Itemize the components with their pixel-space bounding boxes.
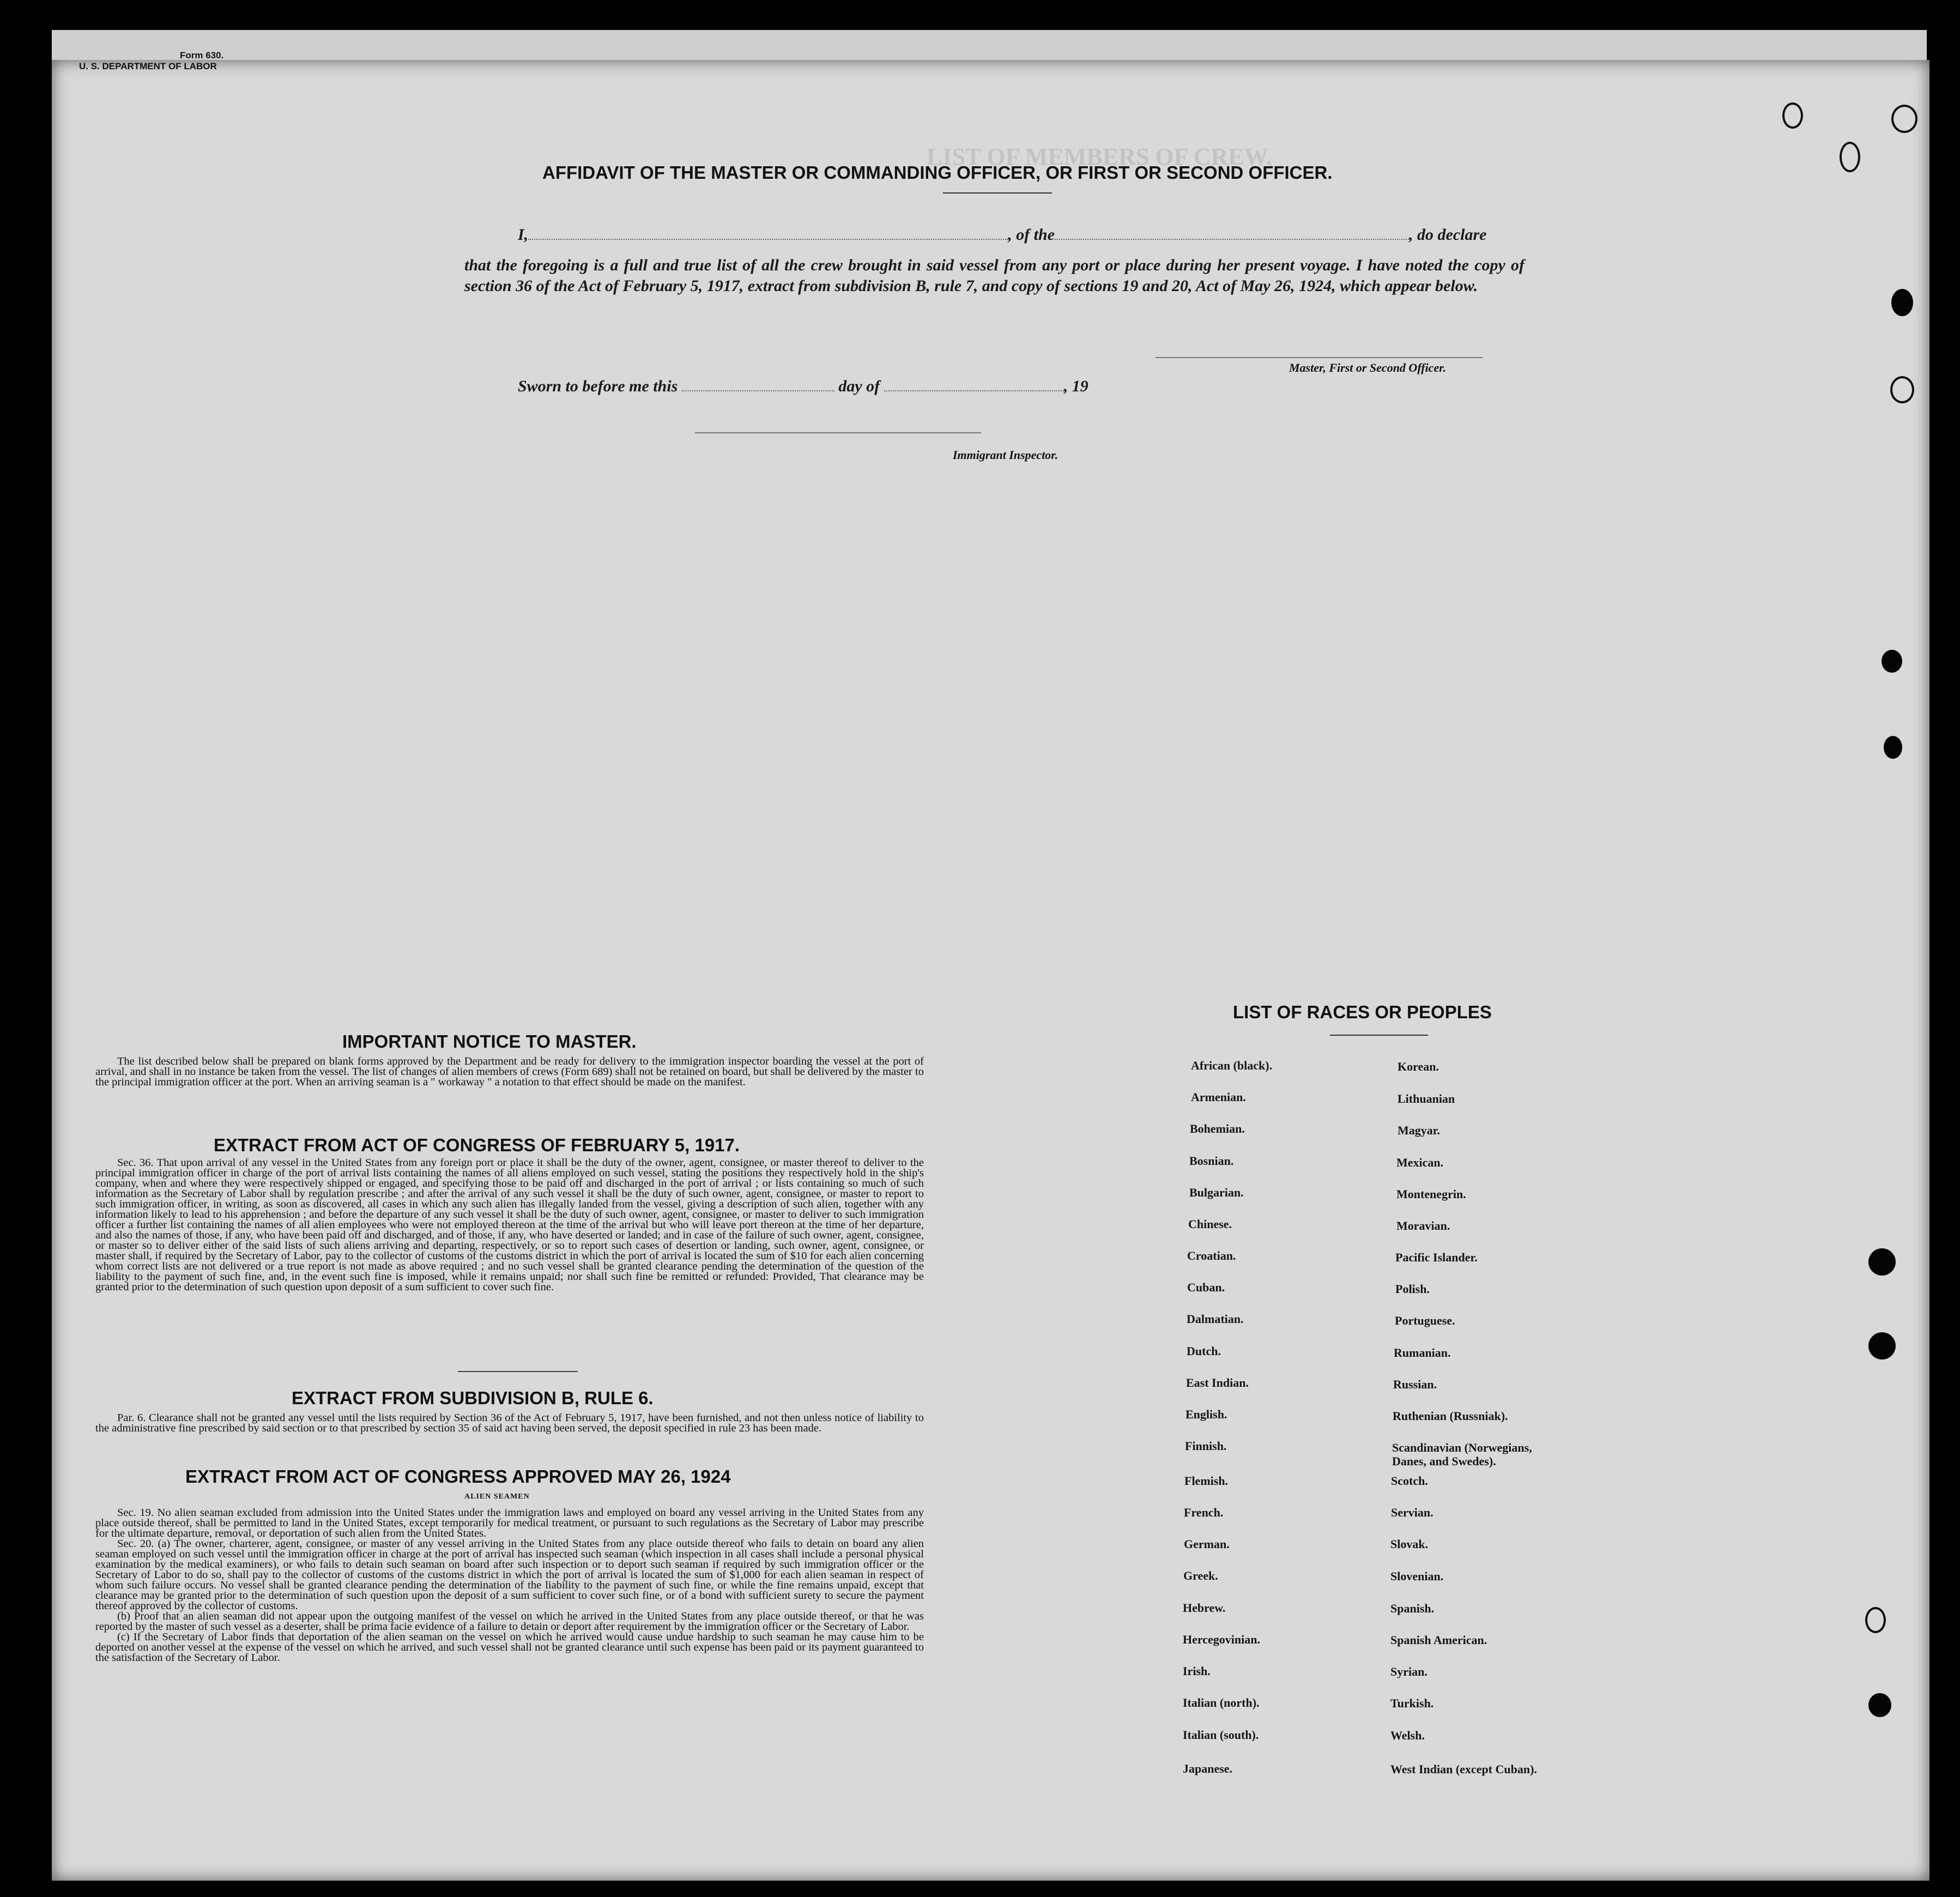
sworn-line: [518, 376, 1088, 397]
race-item: Slovenian.: [1390, 1569, 1444, 1583]
races-title: LIST OF RACES OR PEOPLES: [1233, 1002, 1492, 1022]
inspector-signature-label: Immigrant Inspector.: [953, 448, 1058, 462]
race-item: Magyar.: [1398, 1123, 1441, 1137]
extract-1924-body: [95, 1508, 924, 1663]
section-20b-paragraph: (b) Proof that an alien seaman did not appear upon the outgoing manifest of the vessel on which he arrived in the United States from any place outside thereof, or that he was reported by the master of such vessel as a deserter, shall be prima facie evidence of a failure to detain or deport after requirement by the immigration officer or the Secretary of Labor.: [95, 1610, 924, 1633]
race-item: Hercegovinian.: [1183, 1633, 1260, 1646]
race-item: Italian (north).: [1183, 1696, 1260, 1709]
race-item: Montenegrin.: [1396, 1187, 1466, 1201]
affidavit-title: AFFIDAVIT OF THE MASTER OR COMMANDING OFFICER, OR FIRST OR SECOND OFFICER.: [542, 162, 1333, 183]
extract-1924-title: EXTRACT FROM ACT OF CONGRESS APPROVED MAY 26, 1924: [185, 1466, 731, 1487]
race-item: Pacific Islander.: [1395, 1250, 1478, 1264]
race-item: Japanese.: [1183, 1762, 1233, 1775]
punch-hole-icon: [1865, 1607, 1886, 1633]
race-item: East Indian.: [1186, 1376, 1249, 1389]
name-blank[interactable]: [528, 239, 1008, 240]
race-item: Ruthenian (Russniak).: [1393, 1409, 1508, 1423]
race-item: Bosnian.: [1189, 1154, 1234, 1168]
affidavit-body: that the foregoing is a full and true list of all the crew brought in said vessel from any port or place during her present voyage. I have noted the copy of section 36 of the Act of February 5, 1917, extract from subdivision B, rule 7, and copy of sections 19 and 20, Act of May 26, 1924, which appear below.: [464, 256, 1525, 295]
race-item: Slovak.: [1390, 1537, 1429, 1551]
extract-1917-title: EXTRACT FROM ACT OF CONGRESS OF FEBRUARY 5, 1917.: [214, 1135, 740, 1155]
signature-line: [1156, 357, 1483, 358]
i-label: I,: [518, 226, 529, 244]
inspector-signature-line: [695, 432, 981, 433]
race-item: Syrian.: [1390, 1665, 1427, 1678]
punch-hole-icon: [1884, 736, 1902, 759]
race-item: Moravian.: [1396, 1219, 1450, 1233]
month-blank[interactable]: [884, 390, 1064, 391]
notice-paragraph: The list described below shall be prepared on blank forms approved by the Department and be ready for delivery to the immigration inspector boarding the vessel at the port of arrival, and shall in no instance be taken from the vessel. The list of changes of alien members of crews (Form 689) shall not be retained on board, but shall be delivered by the master to the principal immigration officer at the port. When an arriving seaman is a " workaway " a notation to that effect should be made on the manifest.: [95, 1055, 924, 1088]
form-number: Form 630.: [180, 50, 224, 61]
vessel-blank[interactable]: [1055, 239, 1409, 240]
day-of-label: day of: [838, 377, 880, 395]
day-blank[interactable]: [682, 390, 834, 391]
race-item: Spanish.: [1390, 1602, 1435, 1615]
race-item: Scandinavian (Norwegians, Danes, and Swedes).: [1392, 1441, 1532, 1468]
race-item: Finnish.: [1185, 1439, 1227, 1453]
divider: [1330, 1035, 1428, 1036]
race-item: Dutch.: [1187, 1344, 1221, 1358]
bleed-through-text: LIST OF MEMBERS OF CREW.: [927, 143, 1272, 170]
of-the-label: , of the: [1008, 226, 1055, 244]
race-item: Welsh.: [1390, 1729, 1425, 1742]
master-signature-label: Master, First or Second Officer.: [1289, 361, 1447, 374]
punch-hole-icon: [1891, 289, 1913, 316]
race-item: Scotch.: [1391, 1474, 1428, 1488]
race-item: African (black).: [1191, 1059, 1273, 1072]
punch-hole-icon: [1868, 1248, 1896, 1276]
race-item: Bohemian.: [1190, 1122, 1245, 1135]
race-item: West Indian (except Cuban).: [1390, 1762, 1537, 1776]
divider: [943, 192, 1052, 194]
extract-rule6-title: EXTRACT FROM SUBDIVISION B, RULE 6.: [292, 1388, 654, 1408]
race-item: Croatian.: [1187, 1249, 1236, 1262]
race-item: Spanish American.: [1390, 1633, 1487, 1647]
affidavit-declaration-line: [518, 225, 1526, 245]
extract-1917-body: [95, 1158, 924, 1292]
alien-seamen-subtitle: ALIEN SEAMEN: [464, 1493, 530, 1501]
race-item: Polish.: [1395, 1282, 1430, 1296]
race-item: Turkish.: [1390, 1696, 1434, 1710]
divider: [458, 1371, 578, 1372]
race-item: Russian.: [1393, 1378, 1437, 1391]
race-item: German.: [1184, 1537, 1230, 1551]
do-declare-label: , do declare: [1409, 226, 1487, 244]
race-item: English.: [1185, 1407, 1227, 1421]
race-item: Italian (south).: [1183, 1728, 1259, 1742]
sworn-label: Sworn to before me this: [518, 377, 678, 395]
race-item: Portuguese.: [1395, 1314, 1455, 1327]
race-item: Cuban.: [1187, 1280, 1225, 1294]
race-item: Bulgarian.: [1189, 1186, 1244, 1199]
punch-hole-icon: [1868, 1332, 1896, 1360]
punch-hole-icon: [1840, 142, 1860, 172]
department-name: U. S. DEPARTMENT OF LABOR: [79, 61, 217, 71]
year-label: , 19: [1063, 377, 1088, 395]
race-item: Lithuanian: [1398, 1092, 1455, 1105]
punch-hole-icon: [1890, 376, 1914, 403]
race-item: Flemish.: [1184, 1474, 1229, 1488]
race-item: Servian.: [1391, 1506, 1433, 1519]
race-item: Chinese.: [1188, 1217, 1232, 1231]
punch-hole-icon: [1891, 105, 1917, 133]
section-20c-paragraph: (c) If the Secretary of Labor finds that deportation of the alien seaman on the vessel on which he arrived would cause undue hardship to such seaman he may cause him to be deported on another vessel at the expense of the vessel on which he arrived, and such vessel shall not be granted clearance until such expense has been paid or its payment guaranteed to the satisfaction of the Secretary of Labor.: [95, 1631, 924, 1664]
race-item: French.: [1184, 1506, 1224, 1519]
punch-hole-icon: [1782, 102, 1803, 129]
section-20a-paragraph: Sec. 20. (a) The owner, charterer, agent, consignee, or master of any vessel arriving in the United States from any place outside thereof who fails to detain on board any alien seaman employed on such vessel until the immigration officer in charge at the port of arrival has inspected such seaman (which inspection in all cases shall include a personal physical examination by the medical examiners), or who fails to detain such seaman on board after such inspection or to deport such seaman if required by such immigration officer or the Secretary of Labor to do so, shall pay to the collector of customs of the customs district in which the port of arrival is located the sum of $1,000 for each alien seaman in respect of whom such failure occurs. No vessel shall be granted clearance pending the determination of the liability to the payment of such fine, or while the fine remains unpaid, except that clearance may be granted prior to the determination of such question upon the deposit of a sum sufficient to cover such fine, or of a bond with sufficient surety to secure the payment thereof approved by the collector of customs.: [95, 1538, 924, 1612]
notice-title: IMPORTANT NOTICE TO MASTER.: [342, 1031, 637, 1052]
race-item: Irish.: [1183, 1664, 1211, 1678]
punch-hole-icon: [1868, 1693, 1891, 1717]
rule6-paragraph: Par. 6. Clearance shall not be granted any vessel until the lists required by Section 36 of the Act of February 5, 1917, have been furnished, and not then unless notice of liability to the administrative fine prescribed by said section or to that prescribed by section 35 of said act having been served, the deposit specified in rule 23 has been made.: [95, 1412, 924, 1434]
section-19-paragraph: Sec. 19. No alien seaman excluded from admission into the United States under the immigration laws and employed on board any vessel arriving in the United States from any place outside thereof, shall be permitted to land in the United States, except temporarily for medical treatment, or pursuant to such regulations as the Secretary of Labor may prescribe for the ultimate departure, removal, or deportation of such alien from the United States.: [95, 1507, 924, 1539]
extract-rule6-body: [95, 1413, 924, 1434]
punch-hole-icon: [1882, 650, 1902, 673]
race-item: Korean.: [1398, 1060, 1439, 1073]
form-header: [79, 50, 223, 72]
race-item: Hebrew.: [1183, 1601, 1226, 1615]
notice-body: [95, 1056, 924, 1088]
race-item: Greek.: [1183, 1569, 1218, 1582]
section-36-paragraph: Sec. 36. That upon arrival of any vessel in the United States from any foreign port or place it shall be the duty of the owner, agent, consignee, or master thereof to deliver to the principal immigration officer in charge of the port of arrival lists containing the names of all aliens employed on such vessel, stating the positions they respectively hold in the ship's company, when and where they were respectively shipped or engaged, and specifying those to be paid off and discharged in the port of arrival ; or lists containing so much of such information as the Secretary of Labor shall by regulation prescribe ; and after the arrival of any such vessel it shall be the duty of such owner, agent, consignee, or master to report to such immigration officer, in writing, as soon as discovered, all cases in which any such alien has illegally landed from the vessel, giving a description of such alien, together with any information likely to lead to his apprehension ; and before the departure of any such vessel it shall be the duty of such owner, agent, consignee, or master to deliver to such immigration officer a further list containing the names of all alien employees who were not employed thereon at the time of the arrival but who will leave port thereon at the time of her departure, and also the names of those, if any, who have been paid off and discharged, and of those, if any, who have deserted or landed; and in case of the failure of such owner, agent, consignee, or master so to deliver either of the said lists of such aliens arriving and departing, respectively, or so to report such cases of desertion or landing, such owner, agent, consignee, or master shall, if required by the Secretary of Labor, pay to the collector of customs of the customs district in which the port of arrival is located the sum of $10 for each alien concerning whom correct lists are not delivered or a true report is not made as above required ; and no such vessel shall be granted clearance pending the determination of the question of the liability to the payment of such fine, and, in the event such fine is imposed, while it remains unpaid; nor shall such fine be remitted or refunded: Provided, That clearance may be granted prior to the determination of such question upon deposit of a sum sufficient to cover such fine.: [95, 1157, 924, 1293]
race-item: Rumanian.: [1394, 1346, 1451, 1360]
race-item: Dalmatian.: [1187, 1312, 1244, 1326]
race-item: Mexican.: [1396, 1156, 1444, 1169]
race-item: Armenian.: [1191, 1090, 1246, 1104]
